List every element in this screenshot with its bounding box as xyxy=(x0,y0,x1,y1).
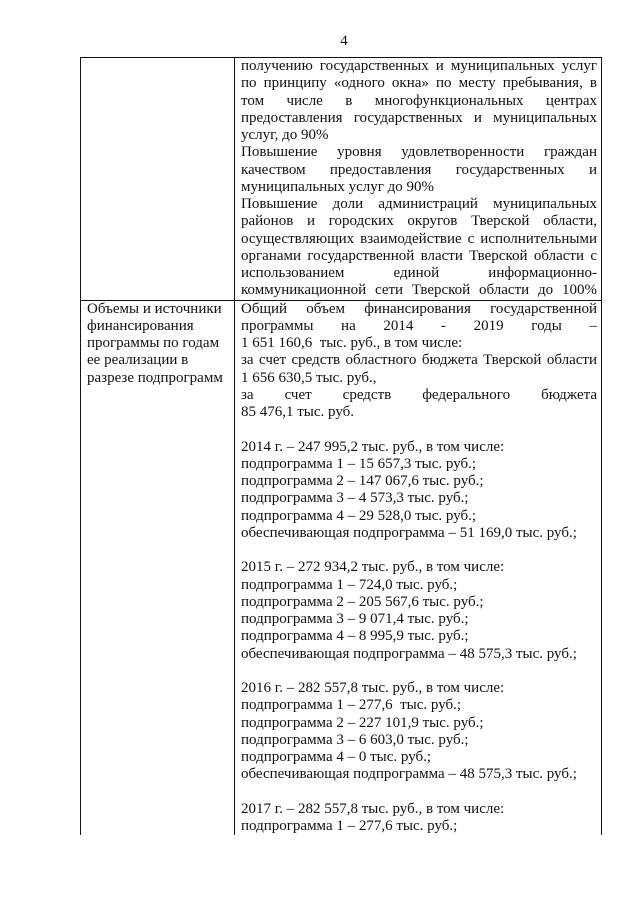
funding-year-2015 xyxy=(241,559,597,663)
label-line: программы по годам xyxy=(87,335,220,351)
funding-year-2017 xyxy=(241,801,597,836)
text-line: предоставления государственных и муниципальных xyxy=(241,109,597,126)
text-line: подпрограмма 2 – 205 567,6 тыс. руб.; xyxy=(241,593,484,610)
text-line: Общий объем финансирования государственной xyxy=(241,300,597,317)
row-label-cell xyxy=(81,301,235,836)
blank-line xyxy=(241,784,597,801)
row-label-cell xyxy=(81,58,235,300)
blank-line xyxy=(241,663,597,680)
text-line: услуг, до 90% xyxy=(241,127,329,143)
text-line: 2016 г. – 282 557,8 тыс. руб., в том числе: xyxy=(241,680,505,696)
text-line: подпрограмма 4 – 29 528,0 тыс. руб.; xyxy=(241,507,477,524)
text-line: обеспечивающая подпрограмма – 51 169,0 тыс. руб.; xyxy=(241,524,577,541)
text-line: подпрограмма 1 – 15 657,3 тыс. руб.; xyxy=(241,455,477,472)
text-line: 2014 г. – 247 995,2 тыс. руб., в том числе: xyxy=(241,438,505,455)
blank-line xyxy=(241,421,597,438)
text-line: подпрограмма 1 – 277,6 тыс. руб.; xyxy=(241,697,462,714)
text-line: обеспечивающая подпрограмма – 48 575,3 тыс. руб.; xyxy=(241,645,577,662)
text-line: коммуникационной сети Тверской области до 100% xyxy=(241,282,597,299)
document-table xyxy=(80,57,602,835)
text-line: Повышение уровня удовлетворенности граждан xyxy=(241,144,597,161)
row-content-cell xyxy=(235,301,601,836)
text-line: 1 651 160,6 тыс. руб., в том числе: xyxy=(241,335,463,351)
text-line: районов и городских округов Тверской области, xyxy=(241,213,597,230)
text-line: 2017 г. – 282 557,8 тыс. руб., в том числе: xyxy=(241,800,505,817)
label-line: Объемы и источники xyxy=(87,300,222,317)
text-line: муниципальных услуг до 90% xyxy=(241,178,435,195)
table-row-indicators xyxy=(81,58,601,301)
text-line: подпрограмма 4 – 8 995,9 тыс. руб.; xyxy=(241,628,469,645)
text-line: том числе в многофункциональных центрах xyxy=(241,92,597,109)
text-line: программы на 2014 - 2019 годы – xyxy=(241,317,597,334)
text-line: Повышение доли администраций муниципальных xyxy=(241,196,597,212)
text-line: за счет средств областного бюджета Тверской области xyxy=(241,352,597,369)
blank-line xyxy=(241,542,597,559)
text-line: использованием единой информационно- xyxy=(241,265,597,281)
text-line: подпрограмма 2 – 227 101,9 тыс. руб.; xyxy=(241,714,484,731)
funding-year-2014 xyxy=(241,439,597,543)
text-line: 2015 г. – 272 934,2 тыс. руб., в том числе: xyxy=(241,559,505,576)
text-line: за счет средств федерального бюджета xyxy=(241,386,597,403)
text-line: подпрограмма 3 – 6 603,0 тыс. руб.; xyxy=(241,731,469,748)
text-line: по принципу «одного окна» по месту пребывания, в xyxy=(241,75,597,92)
page-number: 4 xyxy=(340,33,348,49)
text-line: обеспечивающая подпрограмма – 48 575,3 тыс. руб.; xyxy=(241,766,577,783)
text-line: получению государственных и муниципальных услуг xyxy=(241,58,597,74)
text-line: подпрограмма 3 – 9 071,4 тыс. руб.; xyxy=(241,611,469,627)
label-line: ее реализации в xyxy=(87,352,189,369)
text-line: подпрограмма 3 – 4 573,3 тыс. руб.; xyxy=(241,490,469,507)
label-line: финансирования xyxy=(87,317,194,334)
funding-summary xyxy=(241,301,597,422)
funding-year-2016 xyxy=(241,680,597,784)
text-line: качеством предоставления государственных и xyxy=(241,161,597,178)
text-line: органами государственной власти Тверской области с xyxy=(241,247,597,264)
table-row-funding xyxy=(81,301,601,836)
text-line: подпрограмма 2 – 147 067,6 тыс. руб.; xyxy=(241,473,484,489)
text-line: подпрограмма 4 – 0 тыс. руб.; xyxy=(241,749,432,765)
label-line: разрезе подпрограмм xyxy=(87,369,223,386)
text-line: подпрограмма 1 – 724,0 тыс. руб.; xyxy=(241,576,458,593)
text-line: 85 476,1 тыс. руб. xyxy=(241,404,355,420)
row-content-cell xyxy=(235,58,601,300)
text-line: осуществляющих взаимодействие с исполнительными xyxy=(241,230,597,247)
text-line: 1 656 630,5 тыс. руб., xyxy=(241,369,377,386)
text-line: подпрограмма 1 – 277,6 тыс. руб.; xyxy=(241,818,458,834)
